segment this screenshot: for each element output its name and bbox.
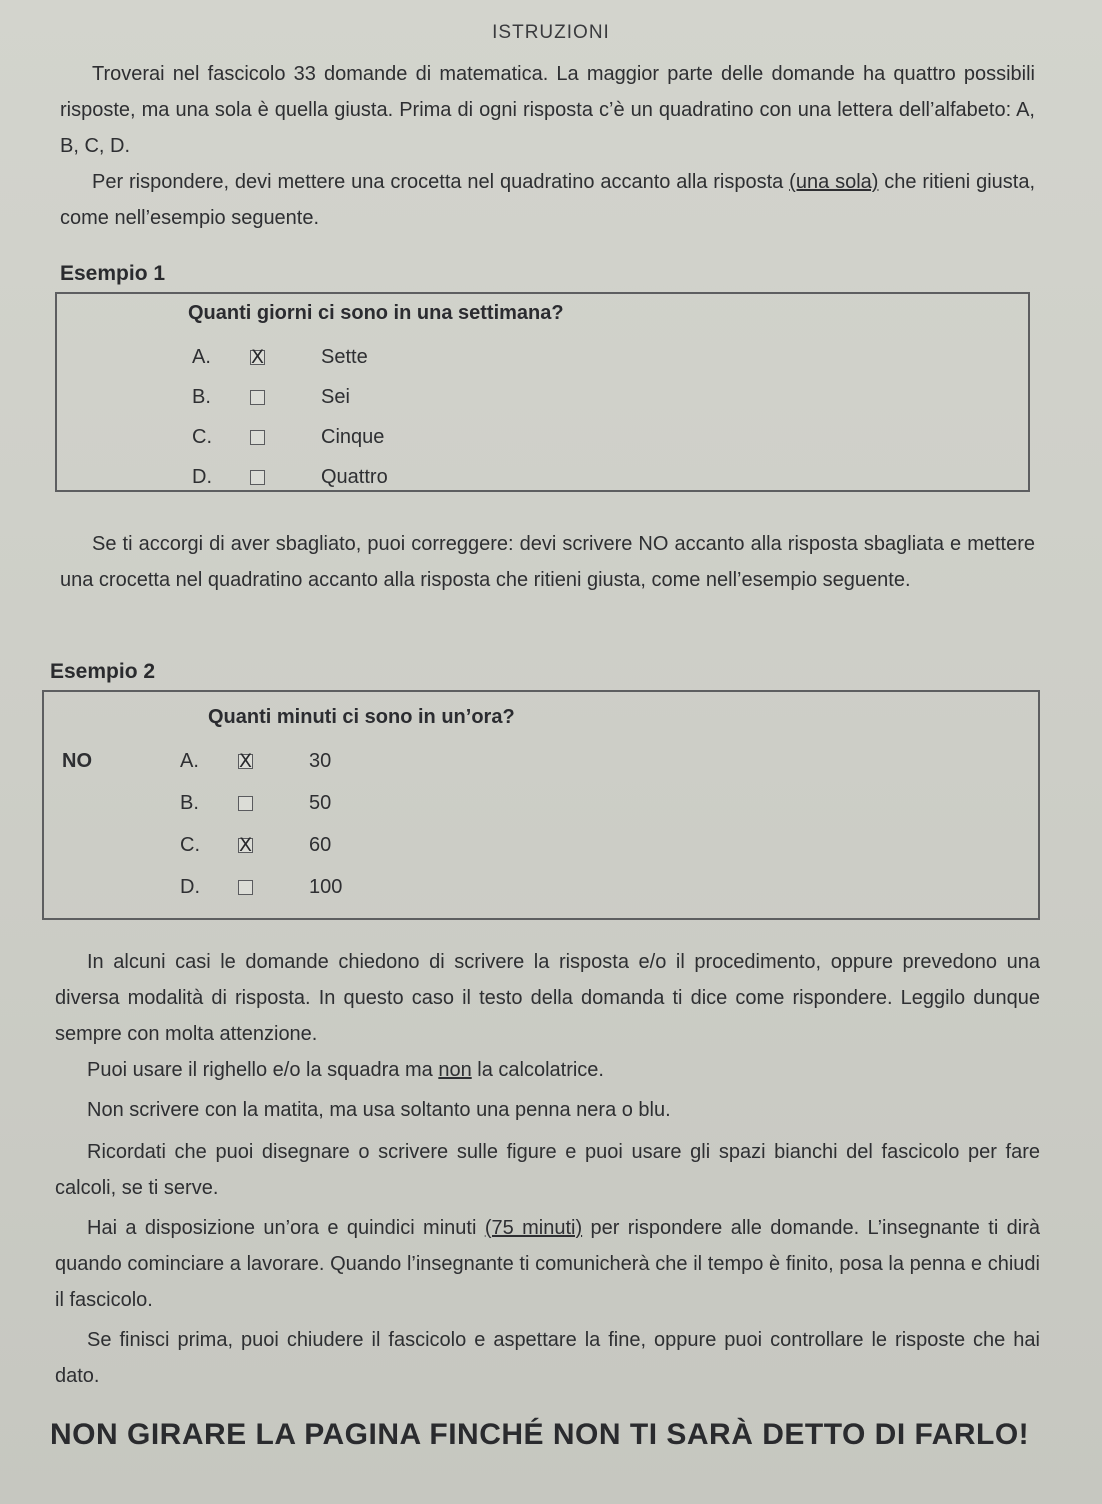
rule-3 (55, 1092, 1040, 1128)
rule-2 (55, 1052, 1040, 1088)
checkbox-checked[interactable] (238, 838, 253, 853)
rule-5-suffix: per rispondere alle domande. L’insegnante ti dirà quando cominciare a lavorare. Quando l’insegnante ti comunicherà che il tempo è finito, posa la penna e chiudi il fascicolo. (55, 1217, 1041, 1311)
checkbox[interactable] (250, 470, 265, 485)
example2-option-b (180, 792, 331, 815)
example1-option-b (192, 386, 350, 409)
option-letter: B. (192, 386, 211, 408)
checkbox-checked[interactable] (250, 350, 265, 365)
rule-5-prefix: Hai a disposizione un’ora e quindici minuti (87, 1217, 477, 1239)
option-text: 100 (309, 876, 343, 898)
example2-label: Esempio 2 (50, 660, 156, 683)
option-letter: A. (192, 346, 211, 368)
final-warning: NON GIRARE LA PAGINA FINCHÉ NON TI SARÀ DETTO DI FARLO! (50, 1418, 1030, 1451)
intro-p1-text: Troverai nel fascicolo 33 domande di matematica. La maggior parte delle domande ha quattro possibili risposte, ma una sola è quella giusta. Prima di ogni risposta c’è un quadratino con una lettera dell’alfabeto: A, B, C, D. (60, 63, 1035, 157)
intro-paragraph-1 (60, 56, 1035, 164)
rule-2-suffix: la calcolatrice. (477, 1059, 604, 1081)
option-letter: C. (180, 834, 200, 856)
option-text: Quattro (321, 466, 388, 488)
example1-option-d (192, 466, 388, 489)
rule-1 (55, 944, 1040, 1052)
checkbox[interactable] (238, 796, 253, 811)
rule-6-text: Se finisci prima, puoi chiudere il fascicolo e aspettare la fine, oppure puoi controllare le risposte che hai dato. (55, 1329, 1040, 1387)
option-text: Cinque (321, 426, 385, 448)
example1-label: Esempio 1 (60, 262, 166, 285)
example2-option-c (180, 834, 331, 857)
option-letter: D. (180, 876, 200, 898)
intro-paragraph-2 (60, 164, 1035, 236)
option-letter: B. (180, 792, 199, 814)
no-mark: NO (62, 750, 92, 772)
intro-p2-prefix: Per rispondere, devi mettere una crocetta nel quadratino accanto alla risposta (92, 171, 784, 193)
checkbox[interactable] (238, 880, 253, 895)
page-title: ISTRUZIONI (492, 22, 610, 43)
option-letter: A. (180, 750, 199, 772)
option-text: Sei (321, 386, 350, 408)
rule-5-underlined: (75 minuti) (484, 1217, 583, 1239)
example1-option-a (192, 346, 368, 369)
option-text: 60 (309, 834, 332, 856)
option-text: Sette (321, 346, 368, 368)
rule-5 (55, 1210, 1040, 1318)
example1-question: Quanti giorni ci sono in una settimana? (188, 302, 564, 324)
checkbox-checked[interactable] (238, 754, 253, 769)
rule-2-prefix: Puoi usare il righello e/o la squadra ma (87, 1059, 433, 1081)
rule-3-text: Non scrivere con la matita, ma usa soltanto una penna nera o blu. (87, 1099, 671, 1121)
intro-p2-underlined: (una sola) (789, 171, 879, 193)
rule-4-text: Ricordati che puoi disegnare o scrivere sulle figure e puoi usare gli spazi bianchi del fascicolo per fare calcoli, se ti serve. (55, 1141, 1040, 1199)
example2-option-a (180, 750, 331, 773)
correction-paragraph (60, 526, 1035, 598)
rule-1-text: In alcuni casi le domande chiedono di scrivere la risposta e/o il procedimento, oppure prevedono una diversa modalità di risposta. In questo caso il testo della domanda ti dice come rispondere. Leggilo dunque sempre con molta attenzione. (55, 951, 1040, 1045)
correction-text: Se ti accorgi di aver sbagliato, puoi correggere: devi scrivere NO accanto alla risposta sbagliata e mettere una crocetta nel quadratino accanto alla risposta che ritieni giusta, come nell’esempio seguente. (60, 533, 1035, 591)
checkbox[interactable] (250, 430, 265, 445)
example2-question: Quanti minuti ci sono in un’ora? (208, 706, 515, 728)
rule-4 (55, 1134, 1040, 1206)
intro-p2-suffix: che ritieni giusta, come nell’esempio seguente. (60, 171, 1035, 229)
example2-option-d (180, 876, 342, 899)
option-letter: C. (192, 426, 212, 448)
option-text: 50 (309, 792, 332, 814)
rule-6 (55, 1322, 1040, 1394)
checkbox[interactable] (250, 390, 265, 405)
option-text: 30 (309, 750, 332, 772)
option-letter: D. (192, 466, 212, 488)
rule-2-underlined: non (438, 1059, 472, 1081)
example1-option-c (192, 426, 384, 449)
